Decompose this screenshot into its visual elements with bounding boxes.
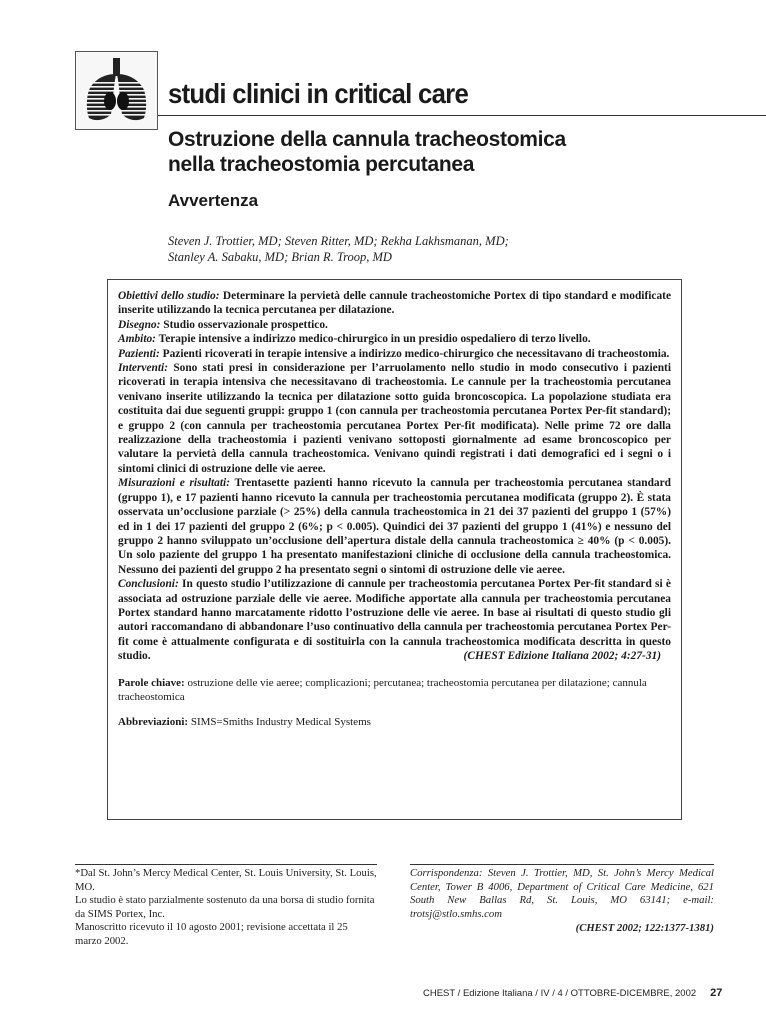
page-number: 27 <box>710 987 723 999</box>
footer-journal: CHEST / Edizione Italiana / IV / 4 / OTTOBRE-DICEMBRE, 2002 <box>423 988 697 999</box>
patients-label: Pazienti: <box>118 347 160 360</box>
footnote-rule-left <box>75 864 377 865</box>
setting-text: Terapie intensive a indirizzo medico-chirurgico in un presidio ospedaliero di terzo livello. <box>158 333 591 346</box>
objectives-label: Obiettivi dello studio: <box>118 290 220 302</box>
header-rule <box>158 115 766 116</box>
footnote-funding: Lo studio è stato parzialmente sostenuto da una borsa di studio fornita da SIMS Portex, Inc. <box>75 894 375 920</box>
conclusions-text: In questo studio l’utilizzazione di cannule per tracheostomia percutanea Portex Per-fit standard si è associata ad ostruzione parziale delle vie aeree. Modifiche apportate alla cannula per tracheostomia percutanea Portex standard hanno marcatamente ridotto l’ostruzione delle vie aeree. In base ai risultati di questo studio gli autori raccomandano di abbandonare l’uso continuativo della cannula per tracheostomia percutanea Portex Per-fit come è attualmente configurata e di sostituirla con la cannula tracheostomica modificata descritta in questo studio. <box>118 578 671 663</box>
abstract-objectives <box>118 289 671 318</box>
abstract-citation: (CHEST Edizione Italiana 2002; 4:27-31) <box>463 650 661 663</box>
footnote-correspondence: Corrispondenza: Steven J. Trottier, MD, St. John’s Mercy Medical Center, Tower B 4006, Department of Critical Care Medicine, 621 South New Ballas Rd, St. Louis, MO 63141; e-mail: trotsj@stlo.smhs.com <box>410 867 714 920</box>
section-logo <box>75 51 158 130</box>
footnotes-left <box>75 867 377 949</box>
authors-line1: Steven J. Trottier, MD; Steven Ritter, MD; Rekha Lakhsmanan, MD; <box>168 234 509 248</box>
page-footer <box>423 987 722 999</box>
keywords-text: ostruzione delle vie aeree; complicazioni; percutanea; tracheostomia percutanea per dilatazione; cannula tracheostomica <box>118 676 647 703</box>
measurements-label: Misurazioni e risultati: <box>118 477 230 490</box>
footnotes-right <box>410 867 714 936</box>
abstract-patients <box>118 347 671 361</box>
design-label: Disegno: <box>118 318 161 331</box>
abstract-box <box>107 279 682 820</box>
article-title-line1: Ostruzione della cannula tracheostomica <box>168 128 566 151</box>
section-title: studi clinici in critical care <box>168 78 469 109</box>
article-title-line2: nella tracheostomia percutanea <box>168 153 475 176</box>
abstract-design <box>118 318 671 332</box>
design-text: Studio osservazionale prospettico. <box>163 318 328 331</box>
measurements-text: Trentasette pazienti hanno ricevuto la cannula per tracheostomia percutanea standard (gruppo 1), e 17 pazienti hanno ricevuto la cannula per tracheostomia percutanea modificata (gruppo 2). È stata osservata un’occlusione parziale (> 25%) della cannula tracheostomica in 21 dei 37 pazienti del gruppo 1 (57%) ed in 1 dei 17 pazienti del gruppo 2 (6%; p < 0.005). Quindici dei 37 pazienti del gruppo 1 (41%) e nessuno del gruppo 2 hanno sviluppato un’occlusione dell’apertura distale della cannula tracheostomica ≥ 40% (p < 0.005). Un solo paziente del gruppo 1 ha presentato manifestazioni cliniche di occlusione della cannula tracheostomica. Nessuno dei pazienti del gruppo 2 ha presentato segni o sintomi di ostruzione delle vie aeree. <box>118 477 671 576</box>
interventions-text: Sono stati presi in considerazione per l’arruolamento nello studio in modo consecutivo i pazienti ricoverati in terapia intensiva che necessitavano di tracheostomia. Le cannule per la tracheostomia percutanea venivano inserite utilizzando la tecnica per dilatazione sotto guida broncoscopica. La popolazione studiata era costituita dai due seguenti gruppi: gruppo 1 (con cannula per tracheostomia percutanea Portex Per-fit standard); e gruppo 2 (con cannula per tracheostomia percutanea Portex Per-fit modificata). Nelle prime 72 ore dalla realizzazione della tracheostomia i pazienti venivano sottoposti giornalmente ad esame broncoscopico per valutare la pervietà della cannula tracheostomica. Venivano quindi registrati i dati demografici ed i segni o i sintomi clinici di ostruzione delle vie aeree. <box>118 362 671 475</box>
authors <box>168 233 509 265</box>
keywords-label: Parole chiave: <box>118 676 185 689</box>
abstract-setting <box>118 332 671 346</box>
abbreviations <box>118 715 671 729</box>
authors-line2: Stanley A. Sabaku, MD; Brian R. Troop, MD <box>168 250 392 264</box>
patients-text: Pazienti ricoverati in terapie intensive a indirizzo medico-chirurgico che necessitavano di tracheostomia. <box>162 347 670 360</box>
footnote-source: (CHEST 2002; 122:1377-1381) <box>575 922 714 935</box>
conclusions-label: Conclusioni: <box>118 578 179 591</box>
interventions-label: Interventi: <box>118 362 168 375</box>
keywords <box>118 676 671 704</box>
lungs-icon <box>76 52 157 129</box>
article-title <box>168 127 566 177</box>
objectives-text: Determinare la pervietà delle cannule tracheostomiche Portex di tipo standard e modificate inserite utilizzando la tecnica percutanea per dilatazione. <box>118 290 672 317</box>
abstract-body <box>118 289 671 664</box>
footnote-received: Manoscritto ricevuto il 10 agosto 2001; revisione accettata il 25 marzo 2002. <box>75 921 348 947</box>
article-subtitle: Avvertenza <box>168 191 259 210</box>
footnote-rule-right <box>410 864 714 865</box>
abstract-measurements <box>118 476 671 577</box>
abbreviations-label: Abbreviazioni: <box>118 715 189 728</box>
setting-label: Ambito: <box>118 333 156 346</box>
abbreviations-text: SIMS=Smiths Industry Medical Systems <box>190 715 371 728</box>
footnote-affiliation: *Dal St. John’s Mercy Medical Center, St. Louis University, St. Louis, MO. <box>75 867 377 893</box>
abstract-interventions <box>118 361 671 476</box>
abstract-conclusions <box>118 577 671 663</box>
